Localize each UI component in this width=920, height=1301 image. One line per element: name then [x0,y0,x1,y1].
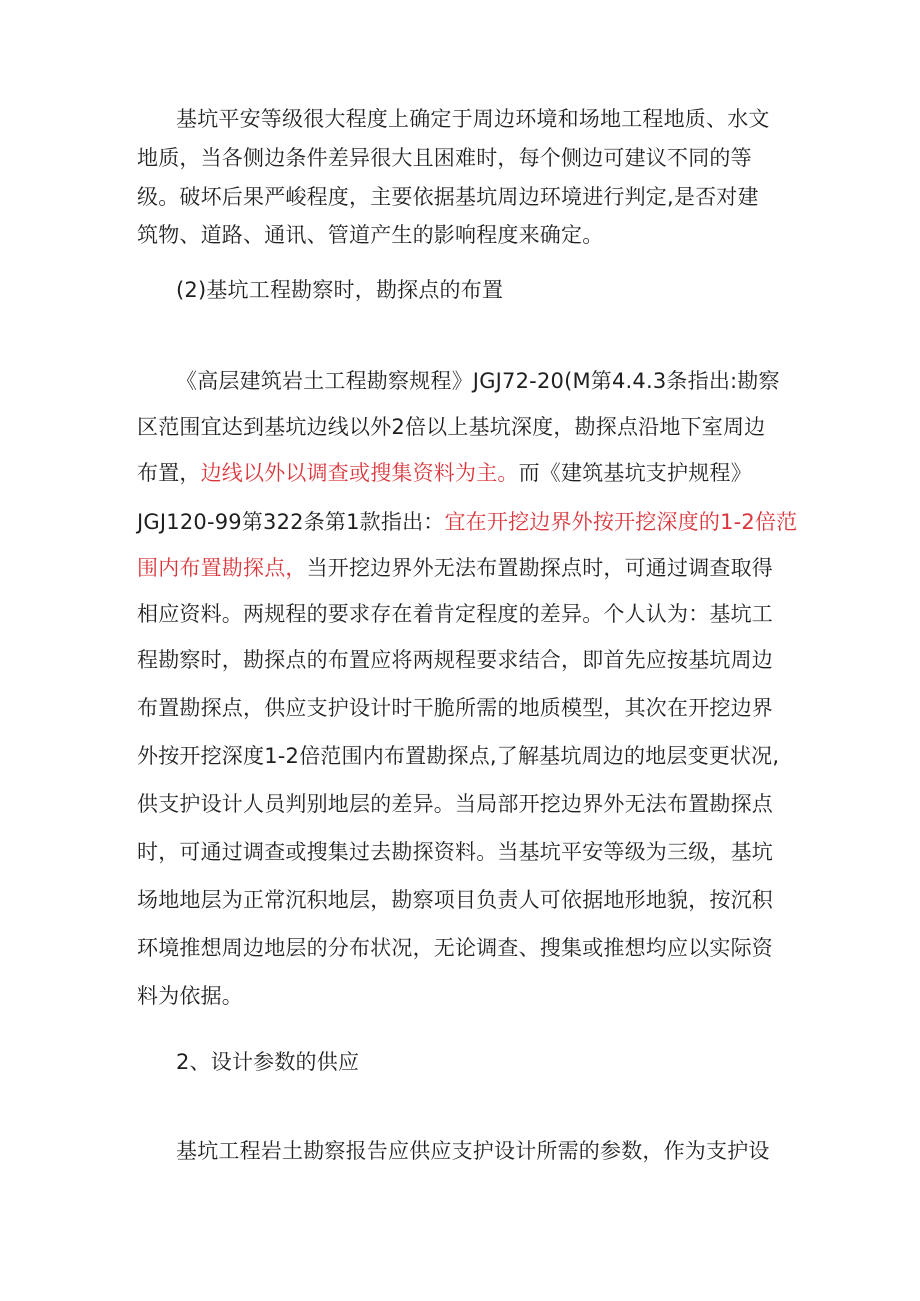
paragraph-2-line-11 [137,837,773,867]
text-segment: 环境推想周边地层的分布状况，无论调查、搜集或推想均应以实际资 [137,936,773,960]
text-segment: JGJ120-99第322条第1款指出： [137,510,445,534]
text-segment: 料为依据。 [137,984,243,1008]
section-heading-survey-point-layout [176,275,503,305]
text-segment: 基坑工程岩土勘察报告应供应支护设计所需的参数，作为支护设 [176,1139,770,1163]
text-segment: 相应资料。两规程的要求存在着肯定程度的差异。个人认为：基坑工 [137,602,773,626]
paragraph-2-line-5 [137,553,773,583]
paragraph-2-line-3 [137,458,752,488]
text-segment: 级。破坏后果严峻程度，主要依据基坑周边环境进行判定,是否对建 [137,185,759,209]
paragraph-2-line-9 [137,741,779,771]
text-segment: 筑物、道路、通讯、管道产生的影响程度来确定。 [137,223,604,247]
highlighted-text: 围内布置勘探点， [137,556,307,580]
paragraph-1-line-2 [137,143,752,173]
highlighted-text: 边线以外以调查或搜集资料为主。 [200,461,519,485]
paragraph-2-line-12 [137,885,773,915]
highlighted-text: 宜在开挖边界外按开挖深度的1-2倍范 [444,510,798,534]
text-segment: 布置， [137,461,201,485]
text-segment: 程勘察时，勘探点的布置应将两规程要求结合，即首先应按基坑周边 [137,648,773,672]
paragraph-2-line-6 [137,599,773,629]
text-segment: 布置勘探点，供应支护设计时干脆所需的地质模型，其次在开挖边界 [137,696,773,720]
text-segment: 地质，当各侧边条件差异很大且困难时，每个侧边可建议不同的等 [137,146,752,170]
paragraph-1-line-1 [176,104,770,134]
paragraph-1-line-4 [137,220,603,250]
text-segment: 时，可通过调查或搜集过去勘探资料。当基坑平安等级为三级，基坑 [137,840,773,864]
paragraph-2-line-1 [176,366,780,396]
text-segment: 区范围宜达到基坑边线以外2倍以上基坑深度，勘探点沿地下室周边 [137,415,766,439]
text-segment: 《高层建筑岩土工程勘察规程》JGJ72-20(M第4.4.3条指出:勘察 [176,369,780,393]
text-segment: (2)基坑工程勘察时，勘探点的布置 [176,278,504,302]
paragraph-2-line-2 [137,412,765,442]
paragraph-2-line-14 [137,981,243,1011]
paragraph-2-line-8 [137,693,773,723]
text-segment: 场地地层为正常沉积地层，勘察项目负责人可依据地形地貌，按沉积 [137,888,773,912]
paragraph-2-line-13 [137,933,773,963]
paragraph-2-line-4 [137,507,797,537]
text-segment: 供支护设计人员判别地层的差异。当局部开挖边界外无法布置勘探点 [137,792,773,816]
paragraph-1-line-3 [137,182,759,212]
paragraph-2-line-10 [137,789,773,819]
paragraph-2-line-7 [137,645,773,675]
text-segment: 外按开挖深度1-2倍范围内布置勘探点,了解基坑周边的地层变更状况, [137,744,780,768]
section-heading-design-parameters [176,1047,359,1077]
text-segment: 基坑平安等级很大程度上确定于周边环境和场地工程地质、水文 [176,107,770,131]
text-segment: 而《建筑基坑支护规程》 [518,461,752,485]
paragraph-3-line-1 [176,1136,770,1166]
text-segment: 2、设计参数的供应 [176,1050,360,1074]
text-segment: 当开挖边界外无法布置勘探点时，可通过调查取得 [306,556,774,580]
